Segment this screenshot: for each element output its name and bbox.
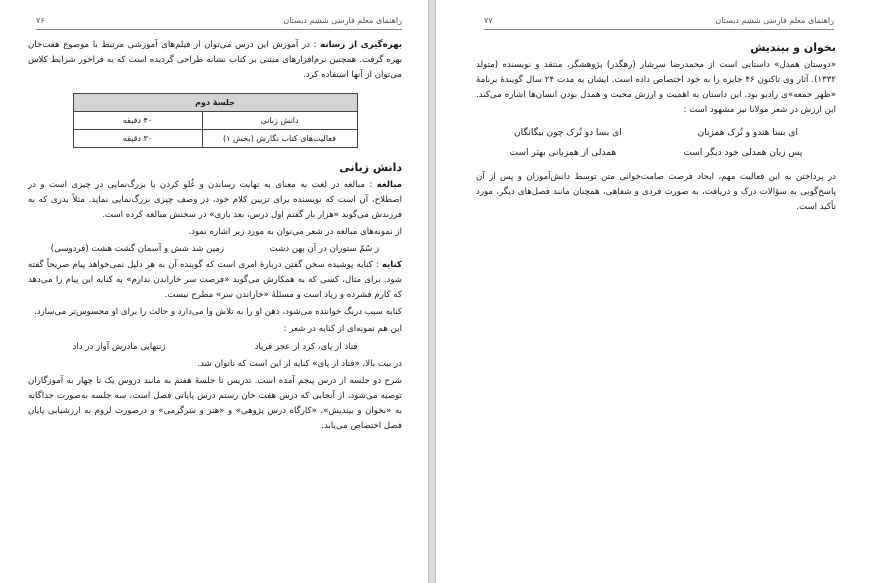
verse-couplet xyxy=(476,144,836,162)
verse-couplet xyxy=(28,339,402,355)
section-heading: دانش زبانی xyxy=(339,161,402,174)
hyperbole-paragraph xyxy=(28,178,402,223)
table-row xyxy=(73,112,357,130)
left-page-body xyxy=(28,38,402,436)
verse-hemistich: زتنهایی مادرش آواز در داد xyxy=(72,342,166,352)
table-cell-time: ۳۰ دقیقه xyxy=(73,130,202,148)
activity-paragraph: در پرداختن به این فعالیت مهم، ایجاد فرصت صامت‌خوانی متن توسط دانش‌آموزان و پس از آن پاسخ‌گویی به سؤالات درک و دریافت، به صورت فردی و شفاهی، همچنان مانند فصل‌های دیگر، مورد تأکید است. xyxy=(476,172,836,212)
session-table xyxy=(73,93,358,148)
verse-hemistich: فتاد از پای، کرد از عجز فریاد xyxy=(254,342,358,352)
hyperbole-example-intro: از نمونه‌های مبالغه در شعر می‌توان به مورد زیر اشاره نمود. xyxy=(188,227,402,237)
running-title: راهنمای معلم فارسی ششم دبستان xyxy=(715,16,834,25)
hyperbole-term: مبالغه xyxy=(376,180,403,190)
page-number: ۷۷ xyxy=(484,16,493,25)
table-row xyxy=(73,130,357,148)
media-paragraph xyxy=(28,38,402,83)
left-page xyxy=(0,0,428,583)
table-cell-activity: فعالیت‌های کتاب نگارش (بخش ۱) xyxy=(202,130,357,148)
metonymy-paragraph xyxy=(28,258,402,303)
metonymy-text: : کنایه پوشیده سخن گفتن دربارهٔ امری است که گوینده آن به هر دلیل نمی‌خواهد پیام صریحاً گفته شود. برای مثال، کسی که به همکارش می‌گوید «فرصت سر خاراندن ندارم» به کنایه این پیام را می‌دهد که کارم فشرده و زیاد است و مسئلهٔ «خاراندن سر» مطرح نیست. xyxy=(28,260,402,300)
page-number: ۷۶ xyxy=(36,16,45,25)
table-cell-time: ۴۰ دقیقه xyxy=(73,112,202,130)
verse-hemistich: همدلی از همزبانی بهتر است xyxy=(509,148,617,158)
right-page-body xyxy=(476,40,836,217)
book-gutter xyxy=(428,0,436,583)
media-text: : در آموزش این درس می‌توان از فیلم‌های آموزشی مرتبط با موضوع هفت‌خان بهره گرفت. همچنین نرم‌افزارهای مبتنی بر کتاب نشانه طراحی گردیده است که به فراخور شرایط کلاس می‌توان از آنها استفاده کرد. xyxy=(28,40,402,80)
verse-hemistich: پس زبان همدلی خود دیگر است xyxy=(683,148,803,158)
running-header xyxy=(484,16,834,30)
story-intro-paragraph: «دوستان همدل» داستانی است از محمدرضا سرشار (رهگذر) پژوهشگر، منتقد و نویسنده (متولد ۱۳۳۲). آثار وی تاکنون ۴۶ جایزه را به خود اختصاص داده است. ایشان به مدت ۲۴ سال گویندهٔ برنامهٔ «ظهر جمعه»ی رادیو بود. این داستان به اهمیت و ارزش محبت و همدل بودن انسان‌ها اشاره می‌کند. این ارزش در شعر مولانا نیز مشهود است : xyxy=(476,60,836,115)
hyperbole-text: : مبالغه در لغت به معنای به نهایت رساندن و غُلو کردن یا بزرگ‌نمایی در چیزی است و در اصطلاح، آن است که نویسنده برای تزیین کلام خود، در وصف چیزی بزرگ‌نمایی نماید. مثلاً بدری که به فرزندش می‌گوید «هزار بار گفتم اول درس، بعد بازی» در سخنش مبالغه کرده است. xyxy=(28,180,402,220)
metonymy-effect: کنایه سبب درنگ خواننده می‌شود، ذهن او را به تلاش وا می‌دارد و حالت را برای او محسوس‌تر می‌سازد. xyxy=(33,307,402,317)
session-table-header: جلسهٔ دوم xyxy=(73,94,357,112)
section-heading: بخوان و بیندیش xyxy=(750,41,836,54)
verse-hemistich: زمین شد شش و آسمان گشت هشت (فردوسی) xyxy=(50,244,225,254)
right-page xyxy=(436,0,870,583)
verse-hemistich: ای بسا دو تُرک چون بیگانگان xyxy=(514,128,622,138)
header-rule xyxy=(484,29,834,30)
header-rule xyxy=(36,29,402,30)
running-header xyxy=(36,16,402,30)
verse-hemistich: ز سُمّ ستوران در آن پهن دشت xyxy=(269,244,380,254)
media-heading: بهره‌گیری از رسانه xyxy=(320,40,402,50)
sessions-note: شرح دو جلسه از درس پنجم آمده است. تدریس تا جلسهٔ هفتم به مانند دروس یک تا چهار به آموزگاران توصیه می‌شود، از آنجایی که درس هفت خان رستم درس پایانی فصل است، سه جلسه به‌صورت جداگانه به «بخوان و بیندیش»، «کارگاه درس پژوهی» و «هنر و سرگرمی» و درصورت لزوم به ارزشیابی پایان فصل اختصاص می‌یابد. xyxy=(28,376,402,431)
verse-couplet xyxy=(476,124,836,142)
verse-couplet xyxy=(28,242,402,256)
metonymy-term: کنایه xyxy=(381,260,402,270)
verse-hemistich: ای بسا هندو و تُرک همزبان xyxy=(697,128,798,138)
verse-explanation: در بیت بالا، «فتاد از پای» کنایه از این است که ناتوان شد. xyxy=(197,359,402,369)
metonymy-example-intro: این هم نمونه‌ای از کنایه در شعر : xyxy=(283,324,402,334)
table-cell-activity: دانش زبانی xyxy=(202,112,357,130)
running-title: راهنمای معلم فارسی ششم دبستان xyxy=(283,16,402,25)
